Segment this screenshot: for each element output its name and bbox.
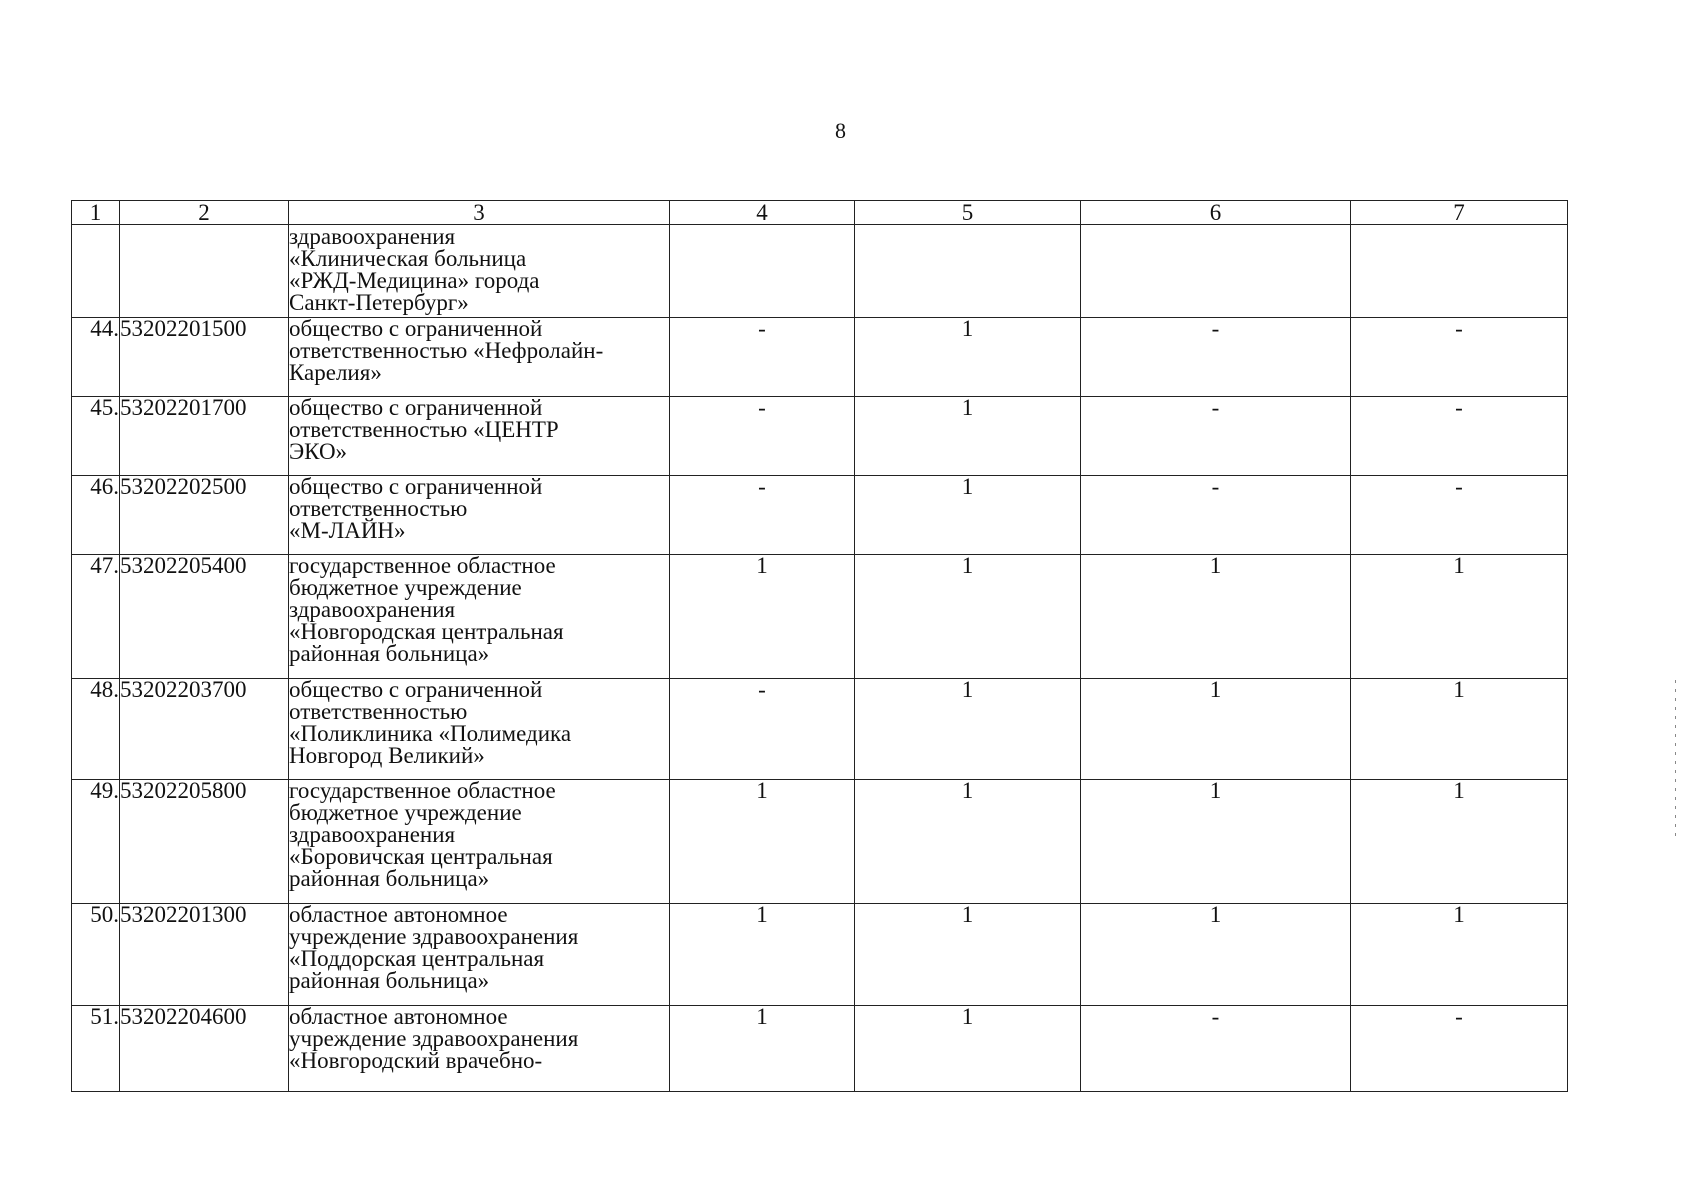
code-cell — [120, 225, 289, 318]
organization-name-cell: общество с ограниченной ответственностью «Нефролайн- Карелия» — [289, 318, 670, 397]
scan-edge-mark — [1675, 680, 1676, 840]
value-cell-col5: 1 — [855, 476, 1081, 555]
value-cell-col7: 1 — [1351, 555, 1568, 679]
organization-name-cell: государственное областное бюджетное учреждение здравоохранения «Боровичская центральная районная больница» — [289, 780, 670, 904]
row-number-cell: 51. — [72, 1006, 120, 1092]
row-number-cell: 44. — [72, 318, 120, 397]
table-row — [72, 1006, 1568, 1092]
value-cell-col5: 1 — [855, 555, 1081, 679]
column-header: 1 — [72, 201, 120, 225]
value-cell-col6: 1 — [1081, 904, 1351, 1006]
value-cell-col4: 1 — [670, 1006, 855, 1092]
value-cell-col7: 1 — [1351, 780, 1568, 904]
code-cell: 53202205400 — [120, 555, 289, 679]
row-number-cell: 46. — [72, 476, 120, 555]
value-cell-col5: 1 — [855, 318, 1081, 397]
value-cell-col7: - — [1351, 1006, 1568, 1092]
table-row — [72, 555, 1568, 679]
code-cell: 53202204600 — [120, 1006, 289, 1092]
row-number-cell: 45. — [72, 397, 120, 476]
column-header: 7 — [1351, 201, 1568, 225]
organization-name-cell: общество с ограниченной ответственностью «ЦЕНТР ЭКО» — [289, 397, 670, 476]
column-header: 2 — [120, 201, 289, 225]
row-number-cell — [72, 225, 120, 318]
value-cell-col4: - — [670, 679, 855, 780]
row-number-cell: 50. — [72, 904, 120, 1006]
code-cell: 53202201700 — [120, 397, 289, 476]
value-cell-col7: 1 — [1351, 904, 1568, 1006]
value-cell-col5: 1 — [855, 780, 1081, 904]
value-cell-col6: 1 — [1081, 679, 1351, 780]
row-number-cell: 47. — [72, 555, 120, 679]
column-header: 4 — [670, 201, 855, 225]
table-header-row — [72, 201, 1568, 225]
table-row — [72, 780, 1568, 904]
value-cell-col7: 1 — [1351, 679, 1568, 780]
organization-name-cell: областное автономное учреждение здравоохранения «Поддорская центральная районная больница» — [289, 904, 670, 1006]
value-cell-col5 — [855, 225, 1081, 318]
value-cell-col5: 1 — [855, 904, 1081, 1006]
value-cell-col4: 1 — [670, 904, 855, 1006]
value-cell-col6: - — [1081, 397, 1351, 476]
organization-name-cell: здравоохранения «Клиническая больница «РЖД-Медицина» города Санкт-Петербург» — [289, 225, 670, 318]
organization-name-cell: областное автономное учреждение здравоохранения «Новгородский врачебно- — [289, 1006, 670, 1092]
value-cell-col6: 1 — [1081, 555, 1351, 679]
value-cell-col4: - — [670, 318, 855, 397]
table-row — [72, 318, 1568, 397]
column-header: 6 — [1081, 201, 1351, 225]
code-cell: 53202202500 — [120, 476, 289, 555]
value-cell-col6: 1 — [1081, 780, 1351, 904]
code-cell: 53202205800 — [120, 780, 289, 904]
table-row — [72, 225, 1568, 318]
value-cell-col5: 1 — [855, 679, 1081, 780]
table-row — [72, 904, 1568, 1006]
table-row — [72, 476, 1568, 555]
value-cell-col4 — [670, 225, 855, 318]
value-cell-col7: - — [1351, 318, 1568, 397]
code-cell: 53202201300 — [120, 904, 289, 1006]
value-cell-col6: - — [1081, 476, 1351, 555]
value-cell-col6: - — [1081, 1006, 1351, 1092]
value-cell-col4: 1 — [670, 780, 855, 904]
value-cell-col5: 1 — [855, 1006, 1081, 1092]
row-number-cell: 49. — [72, 780, 120, 904]
row-number-cell: 48. — [72, 679, 120, 780]
value-cell-col7: - — [1351, 397, 1568, 476]
value-cell-col6: - — [1081, 318, 1351, 397]
page-number: 8 — [835, 118, 846, 143]
organization-name-cell: общество с ограниченной ответственностью «М-ЛАЙН» — [289, 476, 670, 555]
value-cell-col5: 1 — [855, 397, 1081, 476]
value-cell-col4: - — [670, 397, 855, 476]
value-cell-col4: - — [670, 476, 855, 555]
column-header: 5 — [855, 201, 1081, 225]
code-cell: 53202203700 — [120, 679, 289, 780]
value-cell-col6 — [1081, 225, 1351, 318]
organization-name-cell: государственное областное бюджетное учреждение здравоохранения «Новгородская центральная районная больница» — [289, 555, 670, 679]
organization-name-cell: общество с ограниченной ответственностью «Поликлиника «Полимедика Новгород Великий» — [289, 679, 670, 780]
value-cell-col7 — [1351, 225, 1568, 318]
value-cell-col4: 1 — [670, 555, 855, 679]
table-row — [72, 397, 1568, 476]
code-cell: 53202201500 — [120, 318, 289, 397]
document-table — [71, 200, 1568, 1092]
column-header: 3 — [289, 201, 670, 225]
value-cell-col7: - — [1351, 476, 1568, 555]
table-row — [72, 679, 1568, 780]
